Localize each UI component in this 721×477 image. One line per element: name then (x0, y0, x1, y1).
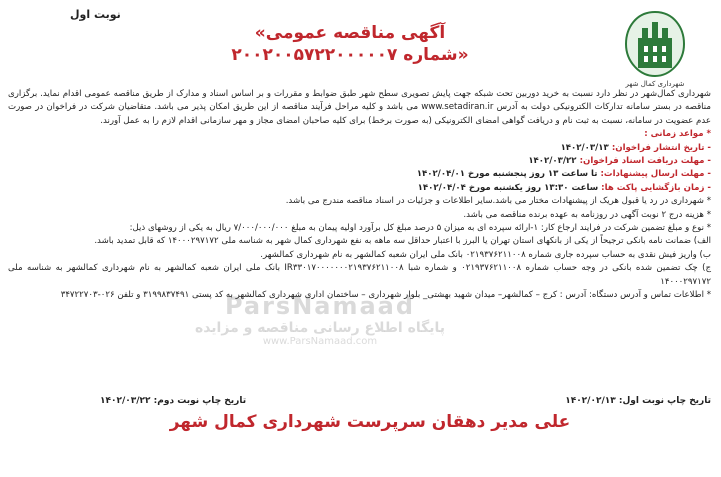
schedule-item-value: ۱۴۰۲/۰۳/۱۳ (560, 142, 612, 153)
schedule-item-value: ۱۴۰۲/۰۳/۲۲ (528, 156, 580, 167)
guarantee-paragraph: * نوع و مبلغ تضمین شرکت در فرایند ارجاع کار: ۱-ارائه سپرده ای به میزان ۵ درصد مبلغ کل برآورد اولیه پیمان به مبلغ ۷/۰۰۰/۰۰۰/۰۰۰ ریال به یکی از روشهای ذیل: (129, 223, 711, 234)
title-line-2: شماره ۲۰۰۲۰۰۵۷۲۲۰۰۰۰۰۷» (231, 45, 469, 65)
notice-body (8, 88, 711, 303)
publication-round-label: نوبت اول (70, 8, 121, 21)
logo-caption: شهرداری کمال شهر (625, 80, 685, 88)
second-print-date: تاریخ چاپ نوبت دوم: ۱۴۰۲/۰۳/۲۲ (100, 396, 247, 406)
guarantee-option-b: ب) واریز فیش نقدی به حساب سپرده جاری شماره ۰۲۱۹۳۷۶۲۱۱۰۰۸ بانک ملی ایران شعبه کمالشهر به نام شهرداری کمالشهر. (260, 249, 711, 260)
schedule-item-label: - مهلت دریافت اسناد فراخوان: (579, 156, 711, 167)
guarantee-option-c: ج) چک تضمین شده بانکی در وجه حساب شماره ۰۲۱۹۳۷۶۲۱۱۰۰۸ و شماره شبا IR۳۳۰۱۷۰۰۰۰۰۰۰۲۱۹۳۷۶۲۱۱۰۰۸ بانک ملی ایران شعبه کمالشهر به نام شهرداری کمالشهر به شناسه ملی ۱۴۰۰۰۲۹۷۱۷۲ (8, 263, 711, 287)
note-rights: * شهرداری در رد یا قبول هریک از پیشنهادات مختار می باشد.سایر اطلاعات و جزئیات در اسناد مناقصه مندرج می باشد. (285, 196, 711, 207)
building-emblem-icon (622, 10, 688, 78)
schedule-item-label: - تاریخ انتشار فراخوان: (611, 142, 711, 153)
first-print-date: تاریخ چاپ نوبت اول: ۱۴۰۲/۰۲/۱۳ (565, 396, 711, 406)
intro-paragraph: شهرداری کمال‌شهر در نظر دارد نسبت به خرید دوربین تحت شبکه جهت پایش تصویری سطح شهر طبق ضوابط و مقررات و بر اساس اسناد و مدارک از طریق مناقصه عمومی اقدام نماید. برگزاری مناقصه در بستر سامانه تدارکات الکترونیکی دولت به آدرس www.setadiran.ir می باشد و کلیه مراحل فرآیند مناقصه از این طریق امکان پذیر می باشد. متقاضیان شرکت در فراخوان در صورت عدم عضویت در سامانه، نسبت به ثبت نام و دریافت گواهی امضای الکترونیکی (به صورت برخط) برای کلیه صاحبان امضای مجاز و مهر سازمانی اقدام لازم را به عمل آورند. (8, 89, 711, 126)
schedule-item (8, 168, 711, 181)
title-line-1: «آگهی مناقصه عمومی (254, 23, 446, 43)
watermark-tagline: پایگاه اطلاع رسانی مناقصه و مزایده (194, 320, 446, 336)
municipality-logo (615, 10, 695, 96)
schedule-item-value: ساعت ۱۳:۳۰ روز یکشنبه مورخ ۱۴۰۲/۰۴/۰۴ (417, 182, 602, 193)
schedule-item (8, 155, 711, 168)
guarantee-option-a: الف) ضمانت نامه بانکی ترجیحاً از یکی از بانکهای استان تهران یا البرز با اعتبار حداقل سه ماهه به نفع شهرداری کمال شهر به شناسه ملی ۱۴۰۰۰۲۹۷۱۷۲ که قابل تمدید باشد. (94, 236, 711, 247)
schedule-item-label: - زمان بازگشایی پاکت ها: (601, 182, 711, 193)
schedule-heading: * مواعد زمانی : (644, 129, 711, 140)
watermark-brand: ParsNamaad (224, 292, 416, 320)
contact-info: * اطلاعات تماس و آدرس دستگاه: آدرس : کرج – کمالشهر– میدان شهید بهشتی_ بلوار شهرداری – ساختمان اداری شهرداری کمالشهر به کد پستی ۳۱۹۹۸۳۷۴۹۱ و تلفن ۰۲۶-۳۴۷۲۲۷۰۳ (60, 290, 711, 301)
notice-title (170, 22, 530, 66)
signatory: علی مدیر دهقان سرپرست شهرداری کمال شهر (169, 412, 571, 432)
watermark-url: www.ParsNamaad.com (262, 336, 378, 347)
schedule-item-label: - مهلت ارسال پیشنهادات: (600, 169, 711, 180)
note-ad-cost: * هزینه درج ۲ نوبت آگهی در روزنامه به عهده برنده مناقصه می باشد. (463, 209, 711, 220)
schedule-item (8, 182, 711, 195)
schedule-item (8, 142, 711, 155)
schedule-item-value: تا ساعت ۱۳ روز پنجشنبه مورخ ۱۴۰۲/۰۴/۰۱ (416, 169, 601, 180)
